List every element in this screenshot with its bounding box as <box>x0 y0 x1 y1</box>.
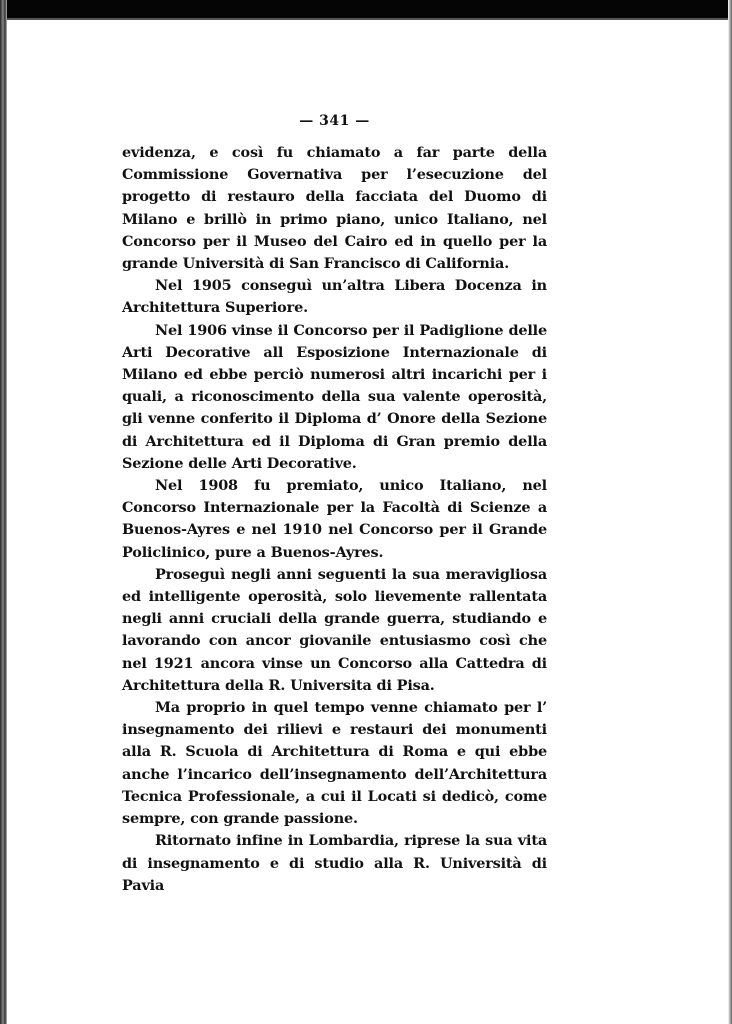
paragraph-3: Nel 1906 vinse il Concorso per il Padiglione delle Arti Decorative all Esposizione Internazionale di Milano ed ebbe perciò numerosi altri incarichi per i quali, a riconoscimento della sua valente operosità, gli venne conferito il Diploma d’ Onore della Sezione di Architettura ed il Diploma di Gran premio della Sezione delle Arti Decorative. <box>122 321 547 472</box>
paragraph-2: Nel 1905 conseguì un’altra Libera Docenza in Architettura Superiore. <box>122 277 547 317</box>
paragraph-7: Ritornato infine in Lombardia, riprese la sua vita di insegnamento e di studio alla R. Università di Pavia <box>122 832 547 894</box>
document-page <box>122 110 547 897</box>
scan-right-edge <box>728 0 732 1024</box>
paragraph-4: Nel 1908 fu premiato, unico Italiano, nel Concorso Internazionale per la Facoltà di Scienze a Buenos-Ayres e nel 1910 nel Concorso per il Grande Policlinico, pure a Buenos-Ayres. <box>122 477 547 561</box>
paragraph-1: evidenza, e così fu chiamato a far parte della Commissione Governativa per l’esecuzione del progetto di restauro della facciata del Duomo di Milano e brillò in primo piano, unico Italiano, nel Concorso per il Museo del Cairo ed in quello per la grande Università di San Francisco di California. <box>122 144 547 273</box>
paragraph-6: Ma proprio in quel tempo venne chiamato per l’ insegnamento dei rilievi e restauri dei monumenti alla R. Scuola di Architettura di Roma e qui ebbe anche l’incarico dell’insegnamento dell’Architettura Tecnica Professionale, a cui il Locati si dedicò, come sempre, con grande passione. <box>122 699 547 828</box>
paragraph-5: Proseguì negli anni seguenti la sua meravigliosa ed intelligente operosità, solo lievemente rallentata negli anni cruciali della grande guerra, studiando e lavorando con ancor giovanile entusiasmo così che nel 1921 ancora vinse un Concorso alla Cattedra di Architettura della R. Universita di Pisa. <box>122 565 547 694</box>
scan-top-border <box>0 0 732 20</box>
page-number: — 341 — <box>299 113 370 129</box>
scan-left-edge <box>0 0 7 1024</box>
